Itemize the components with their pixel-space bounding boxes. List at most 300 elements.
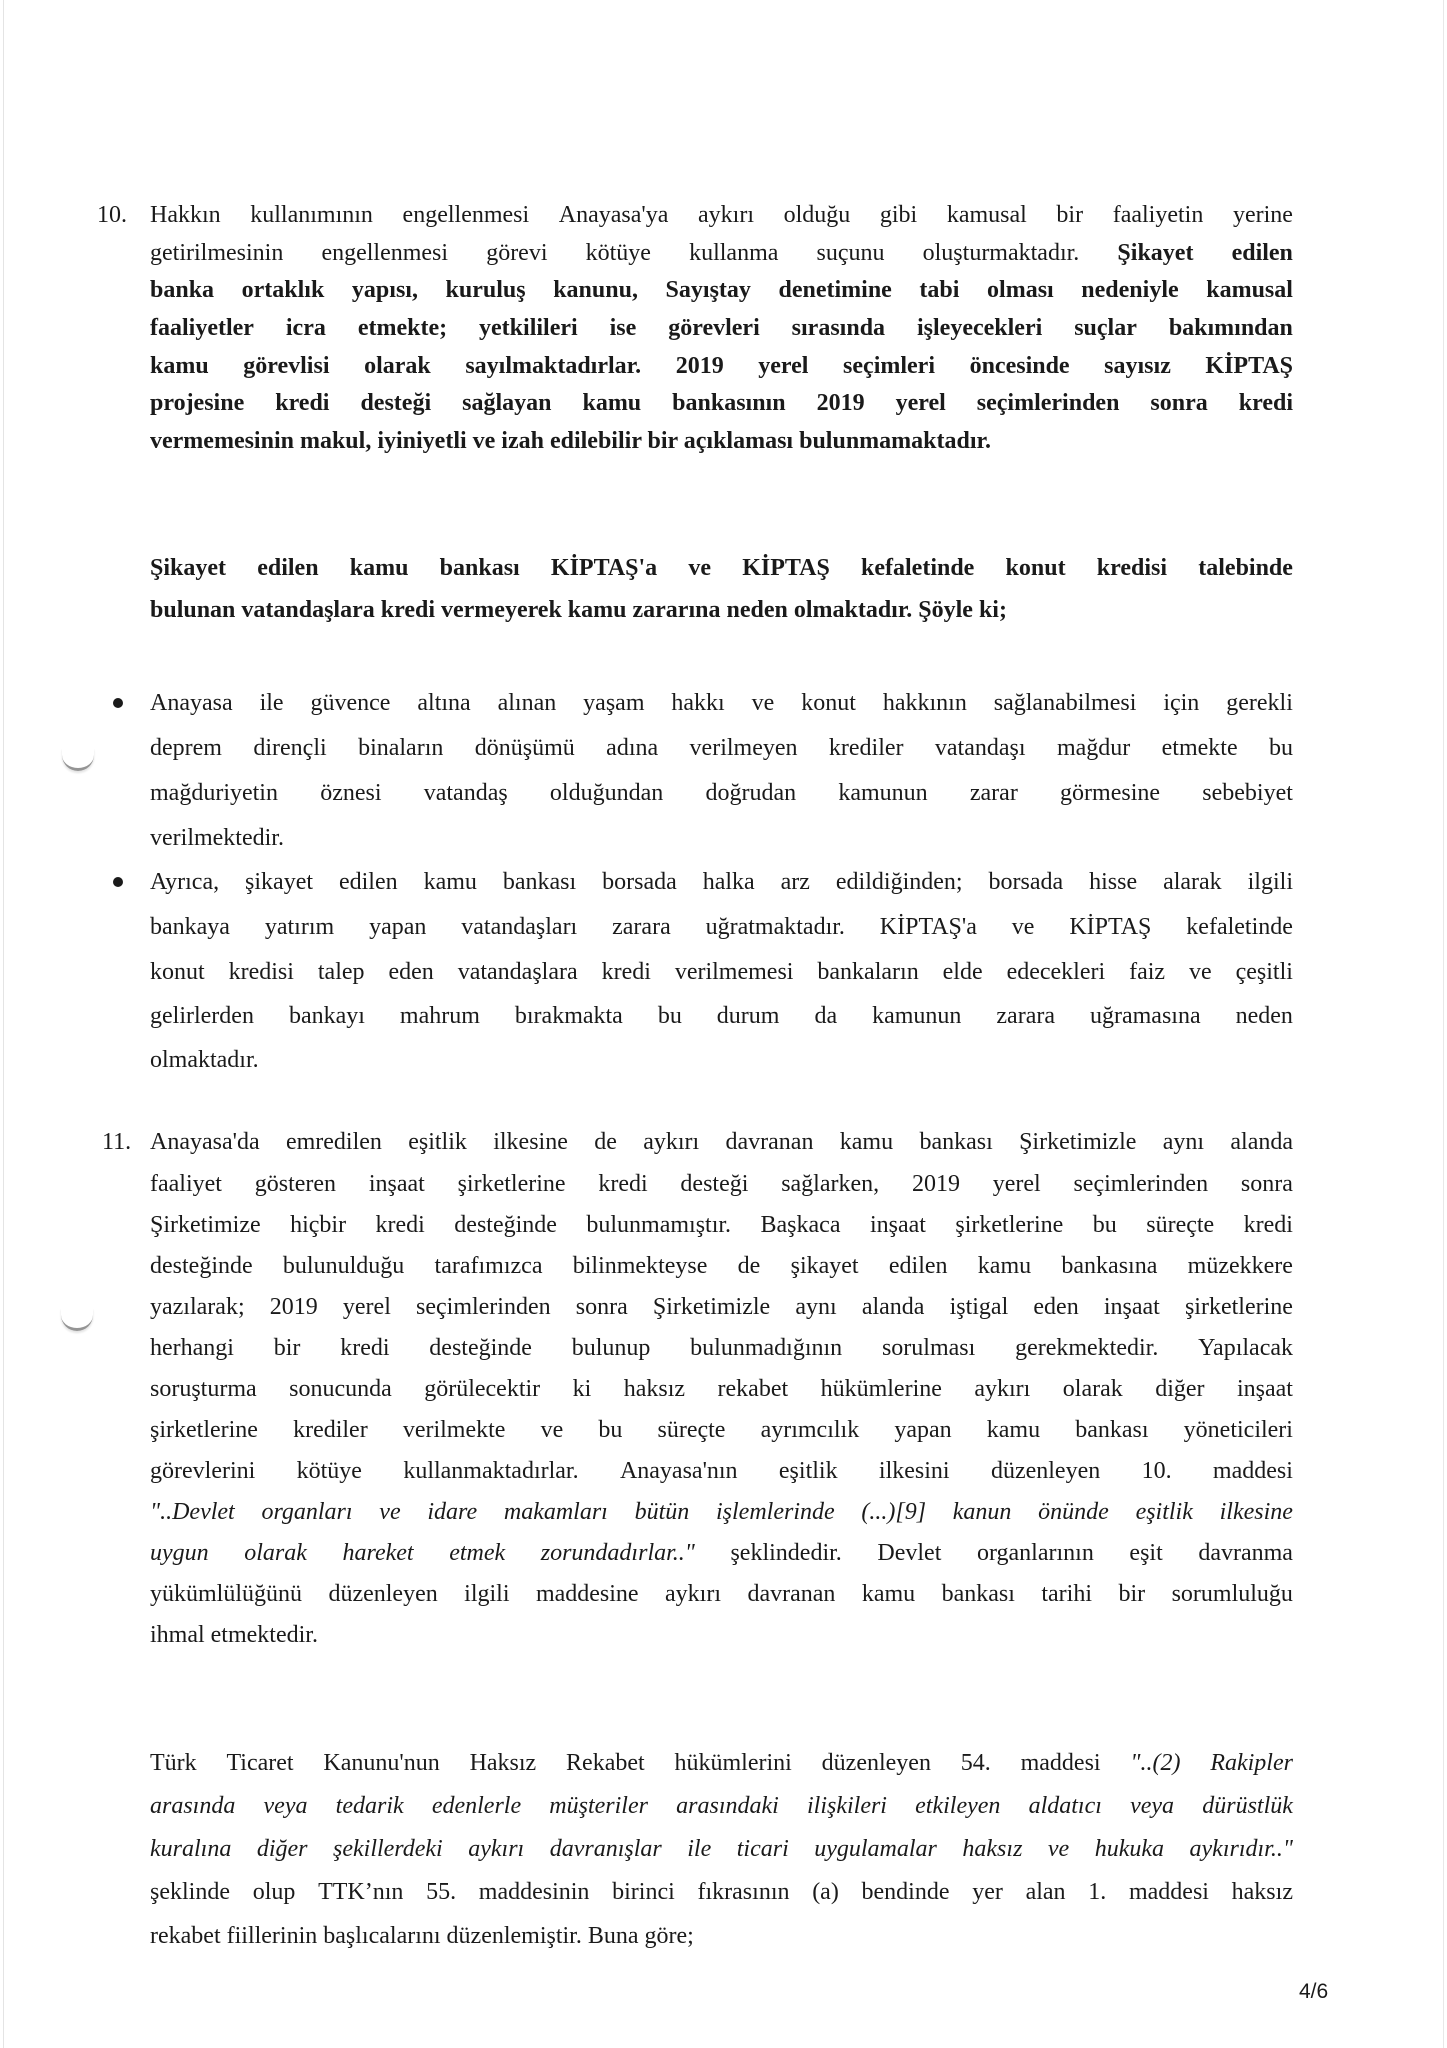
word: arasındaki [676, 1793, 779, 1819]
word: şikayet [245, 869, 314, 895]
word: oluşturmaktadır. [922, 240, 1080, 266]
word: uygun [150, 1540, 209, 1566]
word: kötüye [585, 240, 651, 266]
word: sayısız [1104, 353, 1171, 379]
word: faaliyetin [1112, 202, 1204, 228]
text-segment: bulunan vatandaşlara kredi vermeyerek kamu zararına neden olmaktadır. Şöyle ki; [150, 597, 1007, 623]
word: Anayasa [150, 690, 233, 716]
word: şeklindedir. [730, 1540, 842, 1566]
word: yerel [758, 353, 809, 379]
word: Başkaca [760, 1212, 841, 1238]
word: edilen [257, 555, 319, 581]
word: vatandaşlara [457, 959, 578, 985]
word: desteği [360, 390, 432, 416]
word: eşit [1129, 1540, 1163, 1566]
text-line [150, 238, 1293, 268]
word: haksız [962, 1836, 1023, 1862]
word: sonucunda [289, 1376, 392, 1402]
word: bu [657, 1003, 682, 1029]
word: kredi [375, 1212, 425, 1238]
word: bankası [1075, 1417, 1149, 1443]
word: bu [598, 1417, 623, 1443]
word: engellenmesi [402, 202, 530, 228]
word: görmesine [1060, 780, 1161, 806]
word: deprem [150, 735, 222, 761]
word: KİPTAŞ'a [550, 555, 658, 581]
word: görülecektir [424, 1376, 541, 1402]
text-line [150, 1374, 1293, 1404]
word: seçimlerinden [416, 1294, 551, 1320]
word: Şirketimizle [652, 1294, 771, 1320]
word: inşaat [1236, 1376, 1293, 1402]
word: veya [1130, 1793, 1175, 1819]
word: bankasının [672, 390, 786, 416]
text-line [150, 313, 1293, 343]
text-line [150, 388, 1293, 418]
word: bakımından [1168, 315, 1293, 341]
word: bankası [502, 869, 577, 895]
word: yerine [1232, 202, 1293, 228]
word: (a) [812, 1879, 839, 1905]
word: şirketlerine [955, 1212, 1064, 1238]
section-11-number: 11. [102, 1129, 132, 1155]
word: kamu [986, 1417, 1041, 1443]
word: kredi [275, 390, 330, 416]
word: davranan [747, 1581, 836, 1607]
word: ayrımcılık [760, 1417, 860, 1443]
word: işleyecekleri [916, 315, 1043, 341]
word: haksız [1231, 1879, 1293, 1905]
word: bankaların [817, 959, 919, 985]
word: davranma [1198, 1540, 1293, 1566]
word: Anayasa'nın [619, 1458, 738, 1484]
text-line [150, 778, 1293, 808]
word: krediler [828, 735, 904, 761]
word: hiçbir [290, 1212, 347, 1238]
word: davranışlar [549, 1836, 662, 1862]
word: ile [259, 690, 284, 716]
word: ve [1011, 914, 1035, 940]
word: kullanımının [250, 202, 373, 228]
word: alınan [497, 690, 557, 716]
word: talebinde [1198, 555, 1293, 581]
word: yapısı, [351, 277, 418, 303]
word: aykırı [665, 1581, 722, 1607]
word: müzekkere [1187, 1253, 1293, 1279]
word: etmekte [1161, 735, 1238, 761]
word: yapan [894, 1417, 952, 1443]
word: bir [1056, 202, 1084, 228]
word: borsada [988, 869, 1064, 895]
word: kamu [150, 353, 209, 379]
word: verilmemesi [674, 959, 794, 985]
word: engellenmesi [321, 240, 449, 266]
word: 55. [426, 1879, 457, 1905]
word: inşaat [1103, 1294, 1160, 1320]
word: bir [273, 1335, 301, 1361]
word: kredisi [228, 959, 294, 985]
word: kredisi [1096, 555, 1168, 581]
word: yerel [895, 390, 946, 416]
word: iştigal [949, 1294, 1009, 1320]
word: yerel [992, 1171, 1041, 1197]
word: 54. [960, 1750, 991, 1776]
word: ilgili [1247, 869, 1293, 895]
word: düzenleyen [821, 1750, 931, 1776]
word: kamunun [872, 1003, 962, 1029]
word: hakkı [671, 690, 725, 716]
word: idare [427, 1499, 478, 1525]
word: ve [688, 555, 712, 581]
word: yerel [342, 1294, 391, 1320]
word: halka [702, 869, 755, 895]
word: tarihi [1041, 1581, 1093, 1607]
word: organlarının [976, 1540, 1094, 1566]
text-segment: vermemesinin makul, iyiniyetli ve izah edilebilir bir açıklaması bulunmamaktadır. [150, 428, 991, 454]
text-line [150, 1497, 1293, 1527]
word: diğer [1155, 1376, 1205, 1402]
word: eşitlik [778, 1458, 838, 1484]
word: neden [1235, 1003, 1293, 1029]
word: bankası [941, 1581, 1015, 1607]
word: Hakkın [150, 202, 221, 228]
word: kamu [861, 1581, 916, 1607]
word: haksız [623, 1376, 686, 1402]
word: sağlarken, [781, 1171, 880, 1197]
bullet-icon [113, 698, 123, 708]
word: herhangi [150, 1335, 234, 1361]
word: bulunup [571, 1335, 651, 1361]
word: (...)[9] [861, 1499, 927, 1525]
word: maddesine [535, 1581, 639, 1607]
word: Kanunu'nun [323, 1750, 440, 1776]
text-segment: rekabet fiillerinin başlıcalarını düzenlemiştir. Buna göre; [150, 1923, 694, 1949]
word: maddesi [1212, 1458, 1293, 1484]
word: kamusal [1206, 277, 1293, 303]
word: hakkının [882, 690, 967, 716]
word: bendinde [861, 1879, 950, 1905]
word: maddesinin [478, 1879, 590, 1905]
word: düzenleyen [328, 1581, 438, 1607]
word: etkileyen [915, 1793, 1001, 1819]
word: kredi [340, 1335, 390, 1361]
word: öznesi [320, 780, 382, 806]
word: sağlayan [462, 390, 552, 416]
word: görevi [486, 240, 548, 266]
hole-punch-mark-icon [61, 1308, 93, 1331]
text-line [150, 1834, 1293, 1864]
word: bulunmadığının [690, 1335, 843, 1361]
word: diğer [256, 1836, 308, 1862]
word: kullanma [689, 240, 779, 266]
word: işlemlerinde [716, 1499, 835, 1525]
text-line [150, 1169, 1293, 1199]
word: ortaklık [241, 277, 325, 303]
word: bankası [919, 1129, 993, 1155]
word: dönüşümü [474, 735, 575, 761]
word: Anayasa'da [150, 1129, 260, 1155]
word: altına [417, 690, 471, 716]
hole-punch-mark-icon [62, 748, 94, 771]
word: bulunmamıştır. [586, 1212, 732, 1238]
word: sonra [1240, 1171, 1293, 1197]
word: Yapılacak [1198, 1335, 1293, 1361]
word: tabi [919, 277, 960, 303]
word: müşteriler [549, 1793, 648, 1819]
page-number: 4/6 [1299, 1980, 1329, 2003]
word: bankasına [1061, 1253, 1158, 1279]
word: Şikayet [1117, 240, 1194, 266]
text-line [150, 275, 1293, 305]
word: "..Devlet [150, 1499, 235, 1525]
word: olduğu [783, 202, 851, 228]
word: sağlanabilmesi [993, 690, 1137, 716]
word: kredi [601, 959, 651, 985]
word: aynı [795, 1294, 837, 1320]
word: aykırıdır.." [1189, 1836, 1293, 1862]
text-line [150, 351, 1293, 381]
word: kredi [598, 1171, 648, 1197]
word: alanda [1230, 1129, 1293, 1155]
word: birinci [612, 1879, 675, 1905]
text-line [150, 1877, 1293, 1907]
text-line [150, 823, 1293, 853]
word: şirketlerine [457, 1171, 566, 1197]
word: 2019 [911, 1171, 960, 1197]
word: rekabet [717, 1376, 789, 1402]
word: eşitlik [408, 1129, 467, 1155]
text-line [150, 1456, 1293, 1486]
word: kötüye [296, 1458, 362, 1484]
word: inşaat [869, 1212, 926, 1238]
text-segment: verilmektedir. [150, 825, 284, 851]
word: sorulması [881, 1335, 976, 1361]
word: Şirketimize [150, 1212, 261, 1238]
word: tedarik [335, 1793, 404, 1819]
word: seçimlerinden [1073, 1171, 1209, 1197]
word: Sayıştay [665, 277, 751, 303]
word: desteği [680, 1171, 749, 1197]
word: zarar [969, 780, 1018, 806]
word: maddesi [1128, 1879, 1209, 1905]
word: kredi [1243, 1212, 1293, 1238]
word: alarak [1163, 869, 1222, 895]
word: edecekleri [1006, 959, 1106, 985]
word: bu [1269, 735, 1293, 761]
word: ki [572, 1376, 592, 1402]
word: bu [1092, 1212, 1117, 1238]
word: kamu [423, 869, 477, 895]
word: kamusal [946, 202, 1027, 228]
word: kanunu, [553, 277, 638, 303]
word: sonra [1150, 390, 1208, 416]
word: bırakmakta [514, 1003, 623, 1029]
word: 2019 [816, 390, 865, 416]
text-line [150, 957, 1293, 987]
word: Anayasa'ya [558, 202, 669, 228]
word: etmekte; [357, 315, 448, 341]
word: arz [780, 869, 810, 895]
word: de [594, 1129, 617, 1155]
word: kamu [582, 390, 642, 416]
word: zarara [612, 914, 671, 940]
text-line [150, 595, 1293, 625]
word: yatırım [264, 914, 335, 940]
word: kanun [952, 1499, 1012, 1525]
word: edildiğinden; [835, 869, 963, 895]
word: güvence [310, 690, 391, 716]
word: aykırı [974, 1376, 1031, 1402]
word: denetimine [778, 277, 892, 303]
text-segment: olmaktadır. [150, 1047, 259, 1073]
word: bankaya [150, 914, 230, 940]
word: gerekmektedir. [1015, 1335, 1159, 1361]
word: makamları [503, 1499, 608, 1525]
word: kamu [977, 1253, 1032, 1279]
word: mağduriyetin [150, 780, 278, 806]
page-scan-edge-right [1443, 0, 1444, 2048]
word: edenlerle [431, 1793, 522, 1819]
word: olduğundan [549, 780, 664, 806]
word: icra [285, 315, 326, 341]
word: hisse [1089, 869, 1138, 895]
word: edilen [888, 1253, 948, 1279]
word: getirilmesinin [150, 240, 284, 266]
text-line [150, 1127, 1293, 1157]
word: aldatıcı [1028, 1793, 1102, 1819]
word: ise [609, 315, 637, 341]
text-line [150, 1748, 1293, 1778]
word: konut [1005, 555, 1066, 581]
word: hukuka [1094, 1836, 1165, 1862]
word: yaşam [583, 690, 645, 716]
text-line [150, 1921, 1293, 1951]
text-line [150, 867, 1293, 897]
word: zarara [996, 1003, 1055, 1029]
word: vatandaş [423, 780, 508, 806]
word: bilinmekteyse [572, 1253, 708, 1279]
word: gibi [879, 202, 918, 228]
word: süreçte [657, 1417, 726, 1443]
word: "..(2) [1130, 1750, 1181, 1776]
word: ve [751, 690, 775, 716]
word: yapan [369, 914, 427, 940]
word: desteğinde [429, 1335, 532, 1361]
word: edilen [338, 869, 398, 895]
word: mahrum [399, 1003, 480, 1029]
word: konut [801, 690, 856, 716]
word: krediler [293, 1417, 368, 1443]
word: aykırı [468, 1836, 525, 1862]
text-line [150, 1210, 1293, 1240]
word: dirençli [253, 735, 327, 761]
word: ve [1047, 1836, 1070, 1862]
word: yetkilileri [479, 315, 578, 341]
word: ilkesine [1219, 1499, 1293, 1525]
word: ve [540, 1417, 564, 1443]
word: 2019 [675, 353, 724, 379]
word: ticari [736, 1836, 789, 1862]
word: gerekli [1226, 690, 1293, 716]
text-segment: ihmal etmektedir. [150, 1622, 318, 1648]
word: olması [987, 277, 1054, 303]
word: şirketlerine [1184, 1294, 1293, 1320]
word: elde [942, 959, 983, 985]
word: öncesinde [969, 353, 1070, 379]
word: bankası [439, 555, 520, 581]
word: görevlisi [243, 353, 330, 379]
word: uğramasına [1089, 1003, 1201, 1029]
word: borsada [602, 869, 677, 895]
word: nedeniyle [1081, 277, 1179, 303]
word: uğratmaktadır. [705, 914, 845, 940]
word: KİPTAŞ [1069, 914, 1152, 940]
word: alan [1025, 1879, 1066, 1905]
word: olarak [244, 1540, 307, 1566]
word: şikayet [790, 1253, 859, 1279]
word: tarafımızca [434, 1253, 543, 1279]
word: bütün [634, 1499, 690, 1525]
word: ilkesine [493, 1129, 568, 1155]
word: edilen [1231, 240, 1293, 266]
text-line [150, 733, 1293, 763]
word: ve [379, 1499, 401, 1525]
word: kullanmaktadırlar. [403, 1458, 579, 1484]
word: doğrudan [705, 780, 797, 806]
word: gösteren [254, 1171, 337, 1197]
word: bankayı [288, 1003, 365, 1029]
text-line [150, 1538, 1293, 1568]
word: bir [1118, 1581, 1146, 1607]
word: konut [150, 959, 205, 985]
word: fıkrasının [697, 1879, 790, 1905]
word: önünde [1038, 1499, 1109, 1525]
word: olarak [1062, 1376, 1123, 1402]
word: binaların [358, 735, 444, 761]
word: talep [317, 959, 365, 985]
word: görevleri [668, 315, 760, 341]
word: verilmeyen [689, 735, 798, 761]
word: aykırı [643, 1129, 700, 1155]
word: eden [388, 959, 434, 985]
word: kredi [1238, 390, 1293, 416]
word: de [737, 1253, 761, 1279]
text-line [150, 553, 1293, 583]
word: şirketlerine [150, 1417, 258, 1443]
text-line [150, 1579, 1293, 1609]
word: görevlerini [150, 1458, 256, 1484]
word: davranan [725, 1129, 814, 1155]
word: eşitlik [1135, 1499, 1193, 1525]
text-line [150, 912, 1293, 942]
text-line [150, 200, 1293, 230]
word: Türk [150, 1750, 197, 1776]
word: Haksız [469, 1750, 537, 1776]
word: KİPTAŞ [1205, 353, 1293, 379]
word: etmek [449, 1540, 506, 1566]
word: kamunun [838, 780, 928, 806]
word: kuruluş [445, 277, 526, 303]
word: 10. [1141, 1458, 1172, 1484]
word: çeşitli [1235, 959, 1293, 985]
text-line [150, 1292, 1293, 1322]
word: desteğinde [150, 1253, 253, 1279]
word: hareket [342, 1540, 414, 1566]
word: şeklinde [150, 1879, 230, 1905]
word: ilgili [464, 1581, 510, 1607]
word: arasında [150, 1793, 236, 1819]
word: Ticaret [226, 1750, 294, 1776]
